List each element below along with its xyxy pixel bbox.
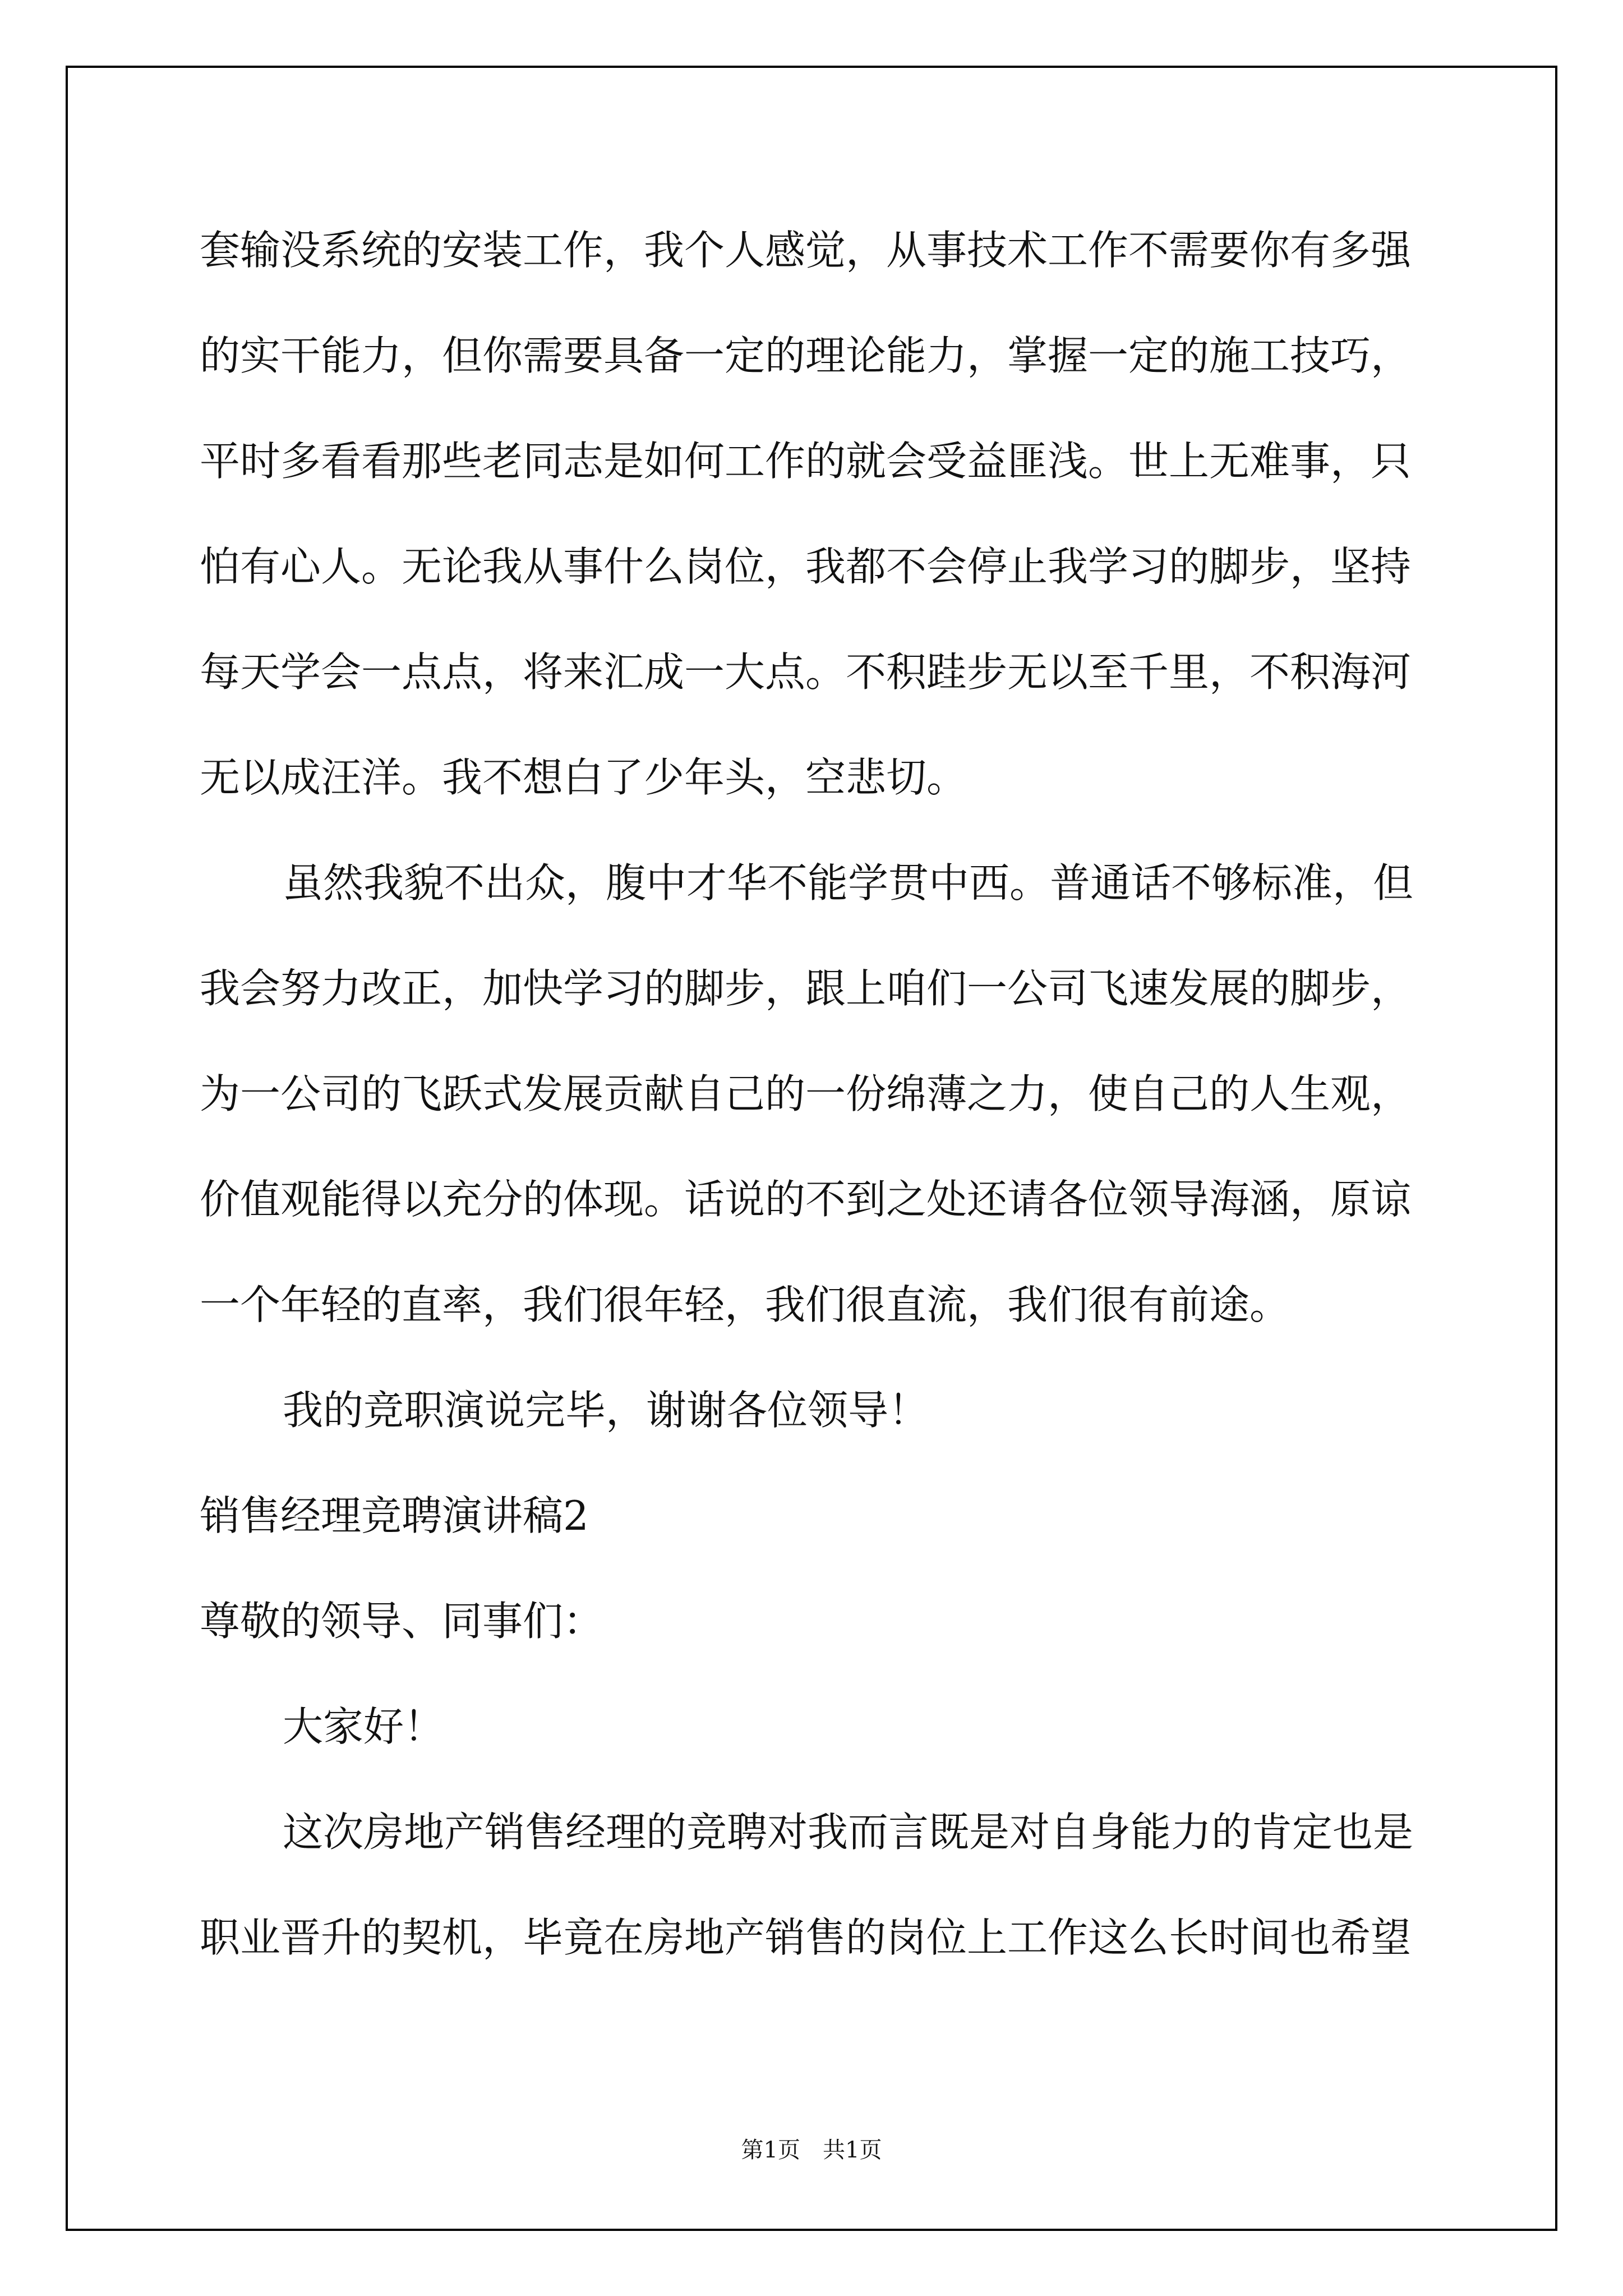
text-line: 无以成汪洋。我不想白了少年头，空悲切。 bbox=[200, 754, 967, 801]
text-line: 一个年轻的直率，我们很年轻，我们很直流，我们很有前途。 bbox=[200, 1281, 1290, 1328]
salutation: 尊敬的领导、同事们： bbox=[200, 1598, 604, 1645]
text-line: 职业晋升的契机，毕竟在房地产销售的岗位上工作这么长时间也希望 bbox=[200, 1914, 1412, 1961]
text-line: 的实干能力，但你需要具备一定的理论能力，掌握一定的施工技巧， bbox=[200, 332, 1412, 379]
page-border bbox=[66, 66, 1557, 2231]
page-footer bbox=[0, 2136, 1623, 2164]
greeting: 大家好！ bbox=[283, 1703, 445, 1750]
text-line: 价值观能得以充分的体现。话说的不到之处还请各位领导海涵，原谅 bbox=[200, 1176, 1412, 1223]
page-total: 共1页 bbox=[823, 2137, 882, 2163]
closing-line: 我的竞职演说完毕，谢谢各位领导！ bbox=[283, 1387, 929, 1434]
text-line: 套输没系统的安装工作，我个人感觉，从事技术工作不需要你有多强 bbox=[200, 227, 1412, 274]
text-line: 怕有心人。无论我从事什么岗位，我都不会停止我学习的脚步，坚持 bbox=[200, 543, 1412, 590]
section-title: 销售经理竞聘演讲稿2 bbox=[200, 1492, 589, 1539]
text-line: 平时多看看那些老同志是如何工作的就会受益匪浅。世上无难事，只 bbox=[200, 438, 1412, 485]
text-line: 每天学会一点点，将来汇成一大点。不积跬步无以至千里，不积海河 bbox=[200, 648, 1412, 696]
paragraph-start-line: 虽然我貌不出众，腹中才华不能学贯中西。普通话不够标准，但 bbox=[283, 859, 1414, 907]
paragraph-start-line: 这次房地产销售经理的竞聘对我而言既是对自身能力的肯定也是 bbox=[283, 1809, 1414, 1856]
page-number: 第1页 bbox=[741, 2137, 800, 2163]
text-line: 为一公司的飞跃式发展贡献自己的一份绵薄之力，使自己的人生观， bbox=[200, 1070, 1412, 1117]
text-line: 我会努力改正，加快学习的脚步，跟上咱们一公司飞速发展的脚步， bbox=[200, 965, 1412, 1012]
